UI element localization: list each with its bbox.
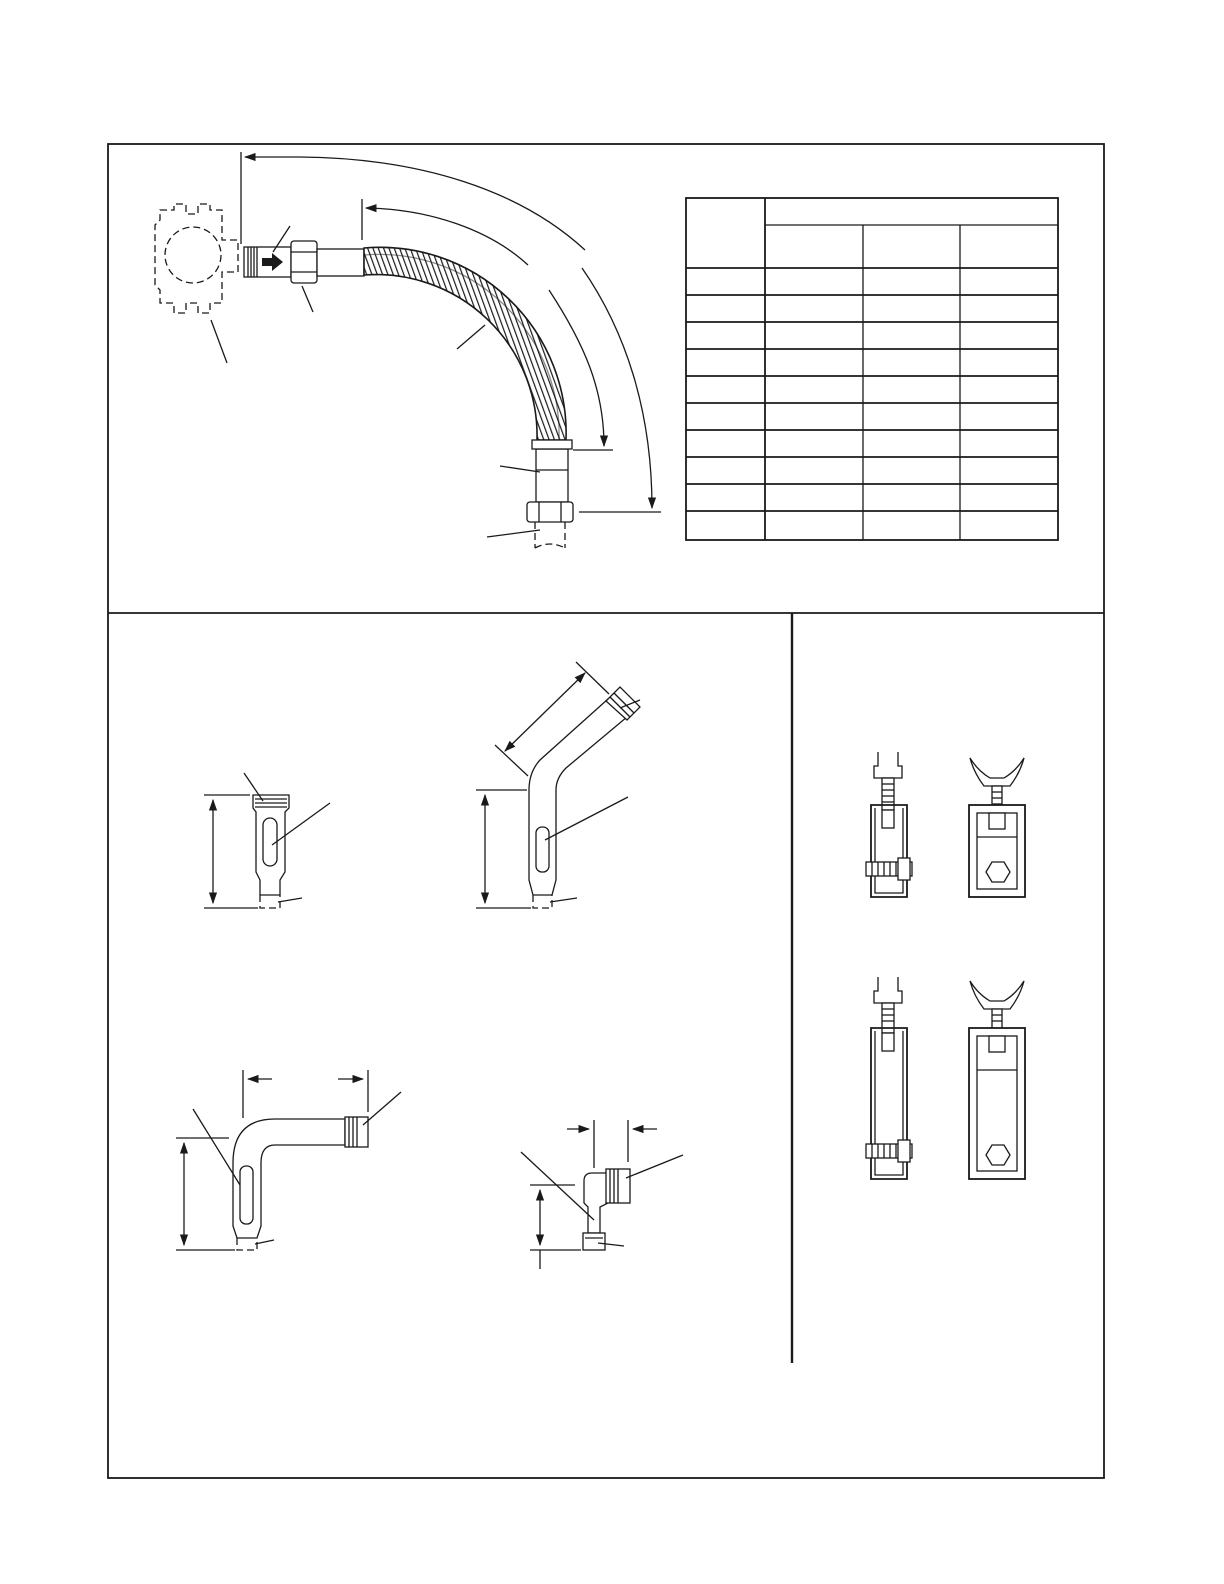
elbow-outlet-figure xyxy=(521,1120,683,1269)
swivel-hex-nut xyxy=(291,241,317,283)
inlet-nipple xyxy=(244,247,291,277)
outlet-hex-nut xyxy=(527,502,573,522)
outlet-ferrule xyxy=(536,449,568,502)
table-row-rules xyxy=(686,295,1058,511)
angled-drop-figure xyxy=(476,662,640,908)
flexible-connector-table xyxy=(686,198,1058,540)
short-bracket-front-icon xyxy=(969,758,1025,897)
table-frame xyxy=(686,198,1058,540)
long-bracket-icon xyxy=(866,977,912,1179)
offset-drop-icon xyxy=(233,1117,368,1250)
wing-nut-icon xyxy=(970,758,1024,786)
branch-line-fitting xyxy=(155,204,238,313)
short-bracket-icon xyxy=(866,752,912,897)
sprinkler-drop-icon xyxy=(253,795,289,908)
hex-nut-icon xyxy=(986,862,1010,882)
angle-drop-icon xyxy=(529,687,640,908)
overall-length-dimension xyxy=(241,152,661,512)
straight-drop-figure xyxy=(204,773,330,908)
support-brackets-figure xyxy=(866,752,1025,1179)
long-bracket-front-icon xyxy=(969,981,1025,1179)
wing-nut-icon xyxy=(970,981,1024,1009)
hex-nut-icon xyxy=(986,1145,1010,1165)
flexible-connector-figure xyxy=(155,152,661,548)
inlet-ferrule xyxy=(317,249,364,276)
live-length-dimension xyxy=(362,199,613,450)
offset-drop-figure xyxy=(176,1070,401,1250)
elbow-outlet-icon xyxy=(583,1169,630,1250)
